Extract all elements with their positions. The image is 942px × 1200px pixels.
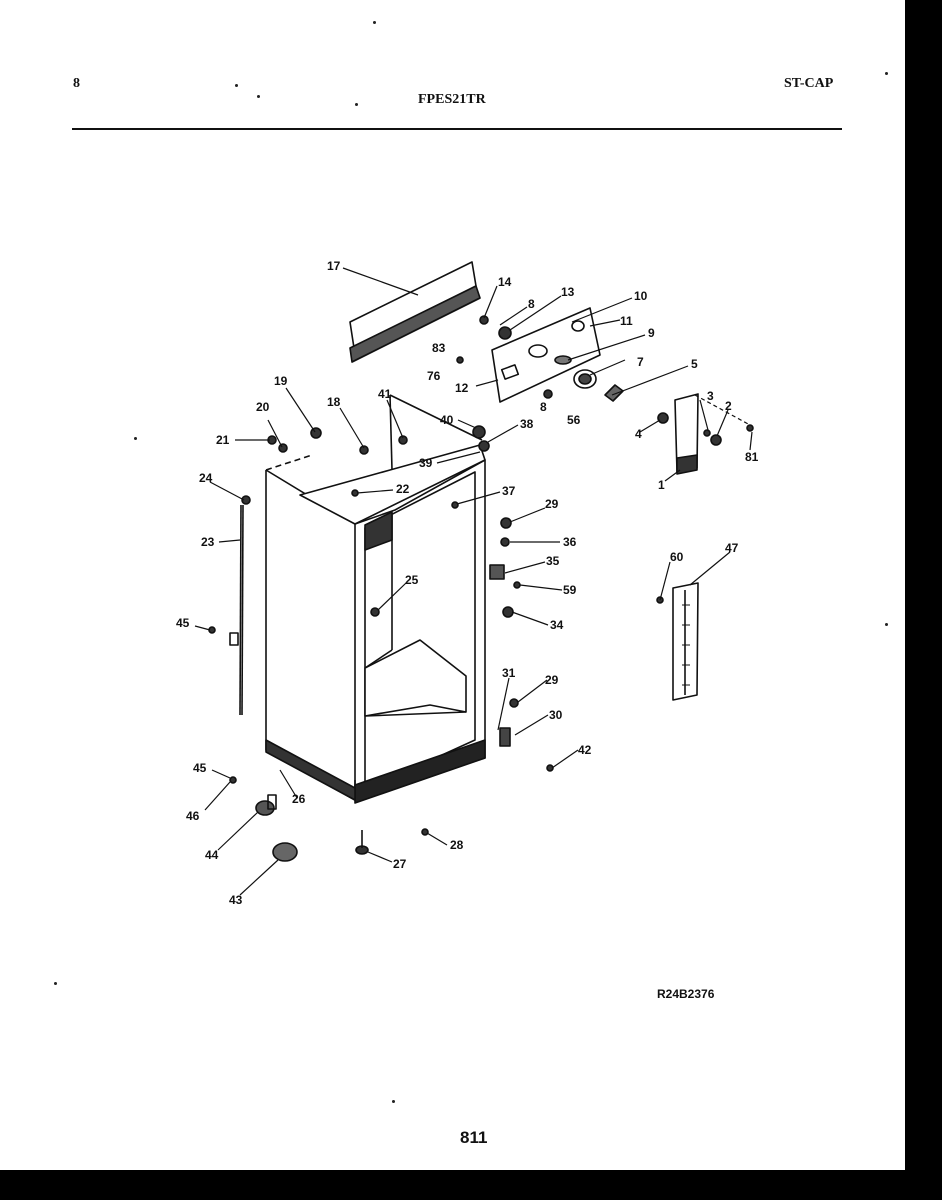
callout-13: 13 [561, 285, 575, 299]
drawing-reference-code: R24B2376 [657, 987, 715, 1001]
callout-47: 47 [725, 541, 739, 555]
callout-56: 56 [567, 413, 581, 427]
callout-24: 24 [199, 471, 213, 485]
side-rail-part [673, 583, 698, 700]
callout-2: 2 [725, 399, 732, 413]
callout-76: 76 [427, 369, 441, 383]
callout-35: 35 [546, 554, 560, 568]
section-code: ST-CAP [784, 76, 834, 91]
callout-28: 28 [450, 838, 464, 852]
callout-81: 81 [745, 450, 759, 464]
callout-45: 45 [176, 616, 190, 630]
callout-39: 39 [419, 456, 433, 470]
callout-30: 30 [549, 708, 563, 722]
callout-3: 3 [707, 389, 714, 403]
callout-83: 83 [432, 341, 446, 355]
callout-59: 59 [563, 583, 577, 597]
scan-speck [355, 103, 358, 106]
callout-5: 5 [691, 357, 698, 371]
callout-44: 44 [205, 848, 219, 862]
callout-40: 40 [440, 413, 454, 427]
callout-36: 36 [563, 535, 577, 549]
scan-speck [885, 623, 888, 626]
callout-41: 41 [378, 387, 392, 401]
callout-1: 1 [658, 478, 665, 492]
callout-43: 43 [229, 893, 243, 907]
page-number: 811 [460, 1128, 488, 1147]
scan-speck [392, 1100, 395, 1103]
callout-18: 18 [327, 395, 341, 409]
model-number: FPES21TR [418, 92, 486, 107]
callout-7: 7 [637, 355, 644, 369]
scan-speck [885, 72, 888, 75]
callout-38: 38 [520, 417, 534, 431]
scan-speck [373, 21, 376, 24]
callout-14: 14 [498, 275, 512, 289]
scan-speck [54, 982, 57, 985]
callout-4: 4 [635, 427, 642, 441]
callout-37: 37 [502, 484, 516, 498]
callout-23: 23 [201, 535, 215, 549]
vertical-rod-part [230, 505, 243, 715]
hinge-bracket-part [675, 394, 698, 474]
callout-11: 11 [620, 314, 633, 328]
callout-29: 29 [545, 497, 559, 511]
callout-26: 26 [292, 792, 306, 806]
thermostat-part [574, 370, 623, 401]
callout-25: 25 [405, 573, 419, 587]
callout-17: 17 [327, 259, 341, 273]
callout-29-lower: 29 [545, 673, 559, 687]
callout-60: 60 [670, 550, 684, 564]
callout-42: 42 [578, 743, 592, 757]
callout-21: 21 [216, 433, 230, 447]
callout-22: 22 [396, 482, 410, 496]
callout-31: 31 [502, 666, 516, 680]
callout-27: 27 [393, 857, 407, 871]
callout-8: 8 [528, 297, 535, 311]
callout-19: 19 [274, 374, 288, 388]
callout-45-lower: 45 [193, 761, 207, 775]
cabinet-body [266, 395, 485, 803]
callout-46: 46 [186, 809, 200, 823]
callout-12: 12 [455, 381, 469, 395]
scan-speck [235, 84, 238, 87]
callout-8-lower: 8 [540, 400, 547, 414]
callout-34: 34 [550, 618, 564, 632]
scan-speck [134, 437, 137, 440]
callout-9: 9 [648, 326, 655, 340]
page-left-number: 8 [73, 76, 80, 91]
callout-10: 10 [634, 289, 648, 303]
callout-20: 20 [256, 400, 270, 414]
scan-speck [257, 95, 260, 98]
